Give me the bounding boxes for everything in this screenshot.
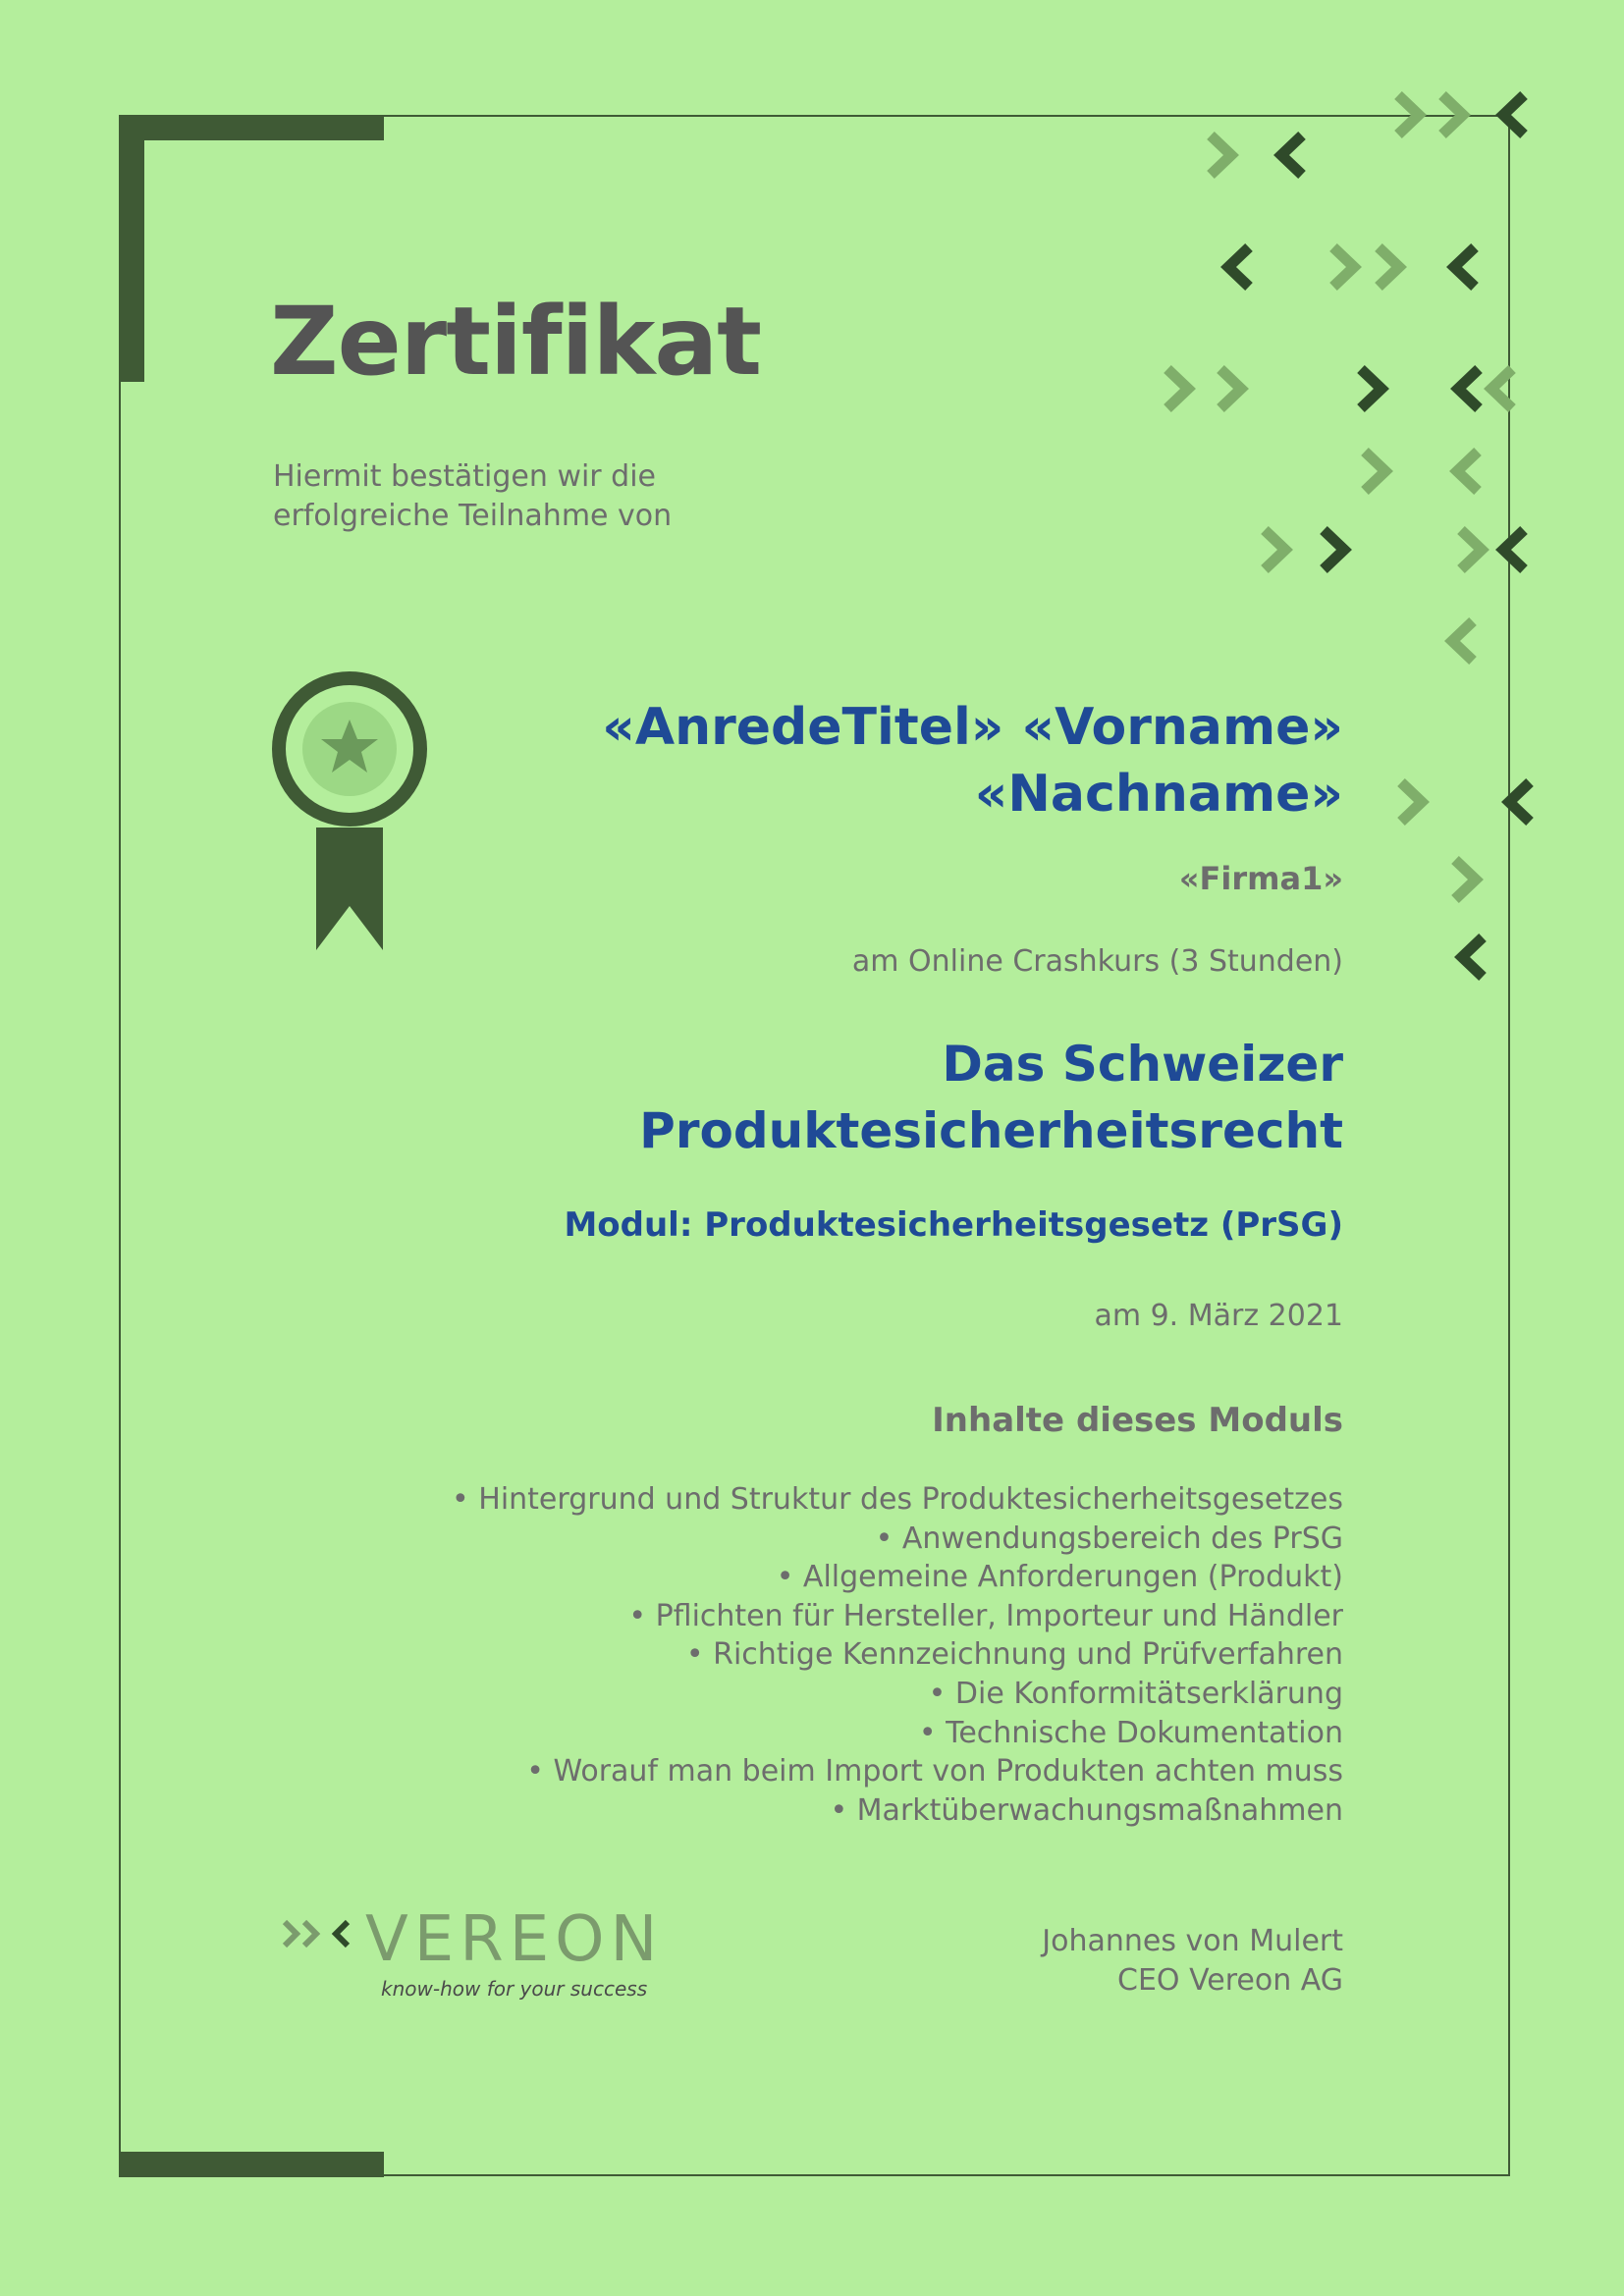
course-type: am Online Crashkurs (3 Stunden) [851,944,1343,979]
vereon-wordmark: VEREON [365,1903,664,1976]
list-item: • Marktüberwachungsmaßnahmen [361,1791,1343,1831]
list-item: • Die Konformitätserklärung [361,1675,1343,1714]
frame-accent-bottom [119,2152,384,2177]
signatory-name: Johannes von Mulert [1042,1924,1343,1958]
intro-line-2: erfolgreiche Teilnahme von [273,499,673,533]
company-name: «Firma1» [1178,860,1343,897]
list-item: • Hintergrund und Struktur des Produktesicherheitsgesetzes [361,1480,1343,1520]
list-item: • Anwendungsbereich des PrSG [361,1520,1343,1559]
course-subject [460,1031,1343,1164]
contents-list [361,1480,1343,1830]
module-title: Modul: Produktesicherheitsgesetz (PrSG) [564,1205,1343,1245]
list-item: • Worauf man beim Import von Produkten achten muss [361,1752,1343,1791]
vereon-logo-icon [281,1916,359,1955]
signatory-role: CEO Vereon AG [1117,1963,1343,1998]
participant-name-line-2: «Nachname» [974,765,1343,824]
list-item: • Pflichten für Hersteller, Importeur und Händler [361,1597,1343,1636]
logo-tagline: know-how for your success [381,1977,648,2001]
signature-block [1042,1922,1343,2001]
course-date: am 9. März 2021 [1094,1299,1343,1333]
intro-text [273,457,784,536]
participant-name-line-1: «AnredeTitel» «Vorname» [602,698,1343,757]
certificate-title: Zertifikat [270,287,762,397]
list-item: • Allgemeine Anforderungen (Produkt) [361,1558,1343,1597]
intro-line-1: Hiermit bestätigen wir die [273,459,657,494]
award-ribbon-icon [271,670,428,955]
participant-name [460,694,1343,828]
chevron-pattern-icon [0,0,1624,1031]
contents-heading: Inhalte dieses Moduls [932,1401,1343,1440]
course-subject-line-2: Produktesicherheitsrecht [639,1102,1343,1159]
course-subject-line-1: Das Schweizer [942,1036,1343,1093]
list-item: • Technische Dokumentation [361,1714,1343,1753]
list-item: • Richtige Kennzeichnung und Prüfverfahren [361,1635,1343,1675]
